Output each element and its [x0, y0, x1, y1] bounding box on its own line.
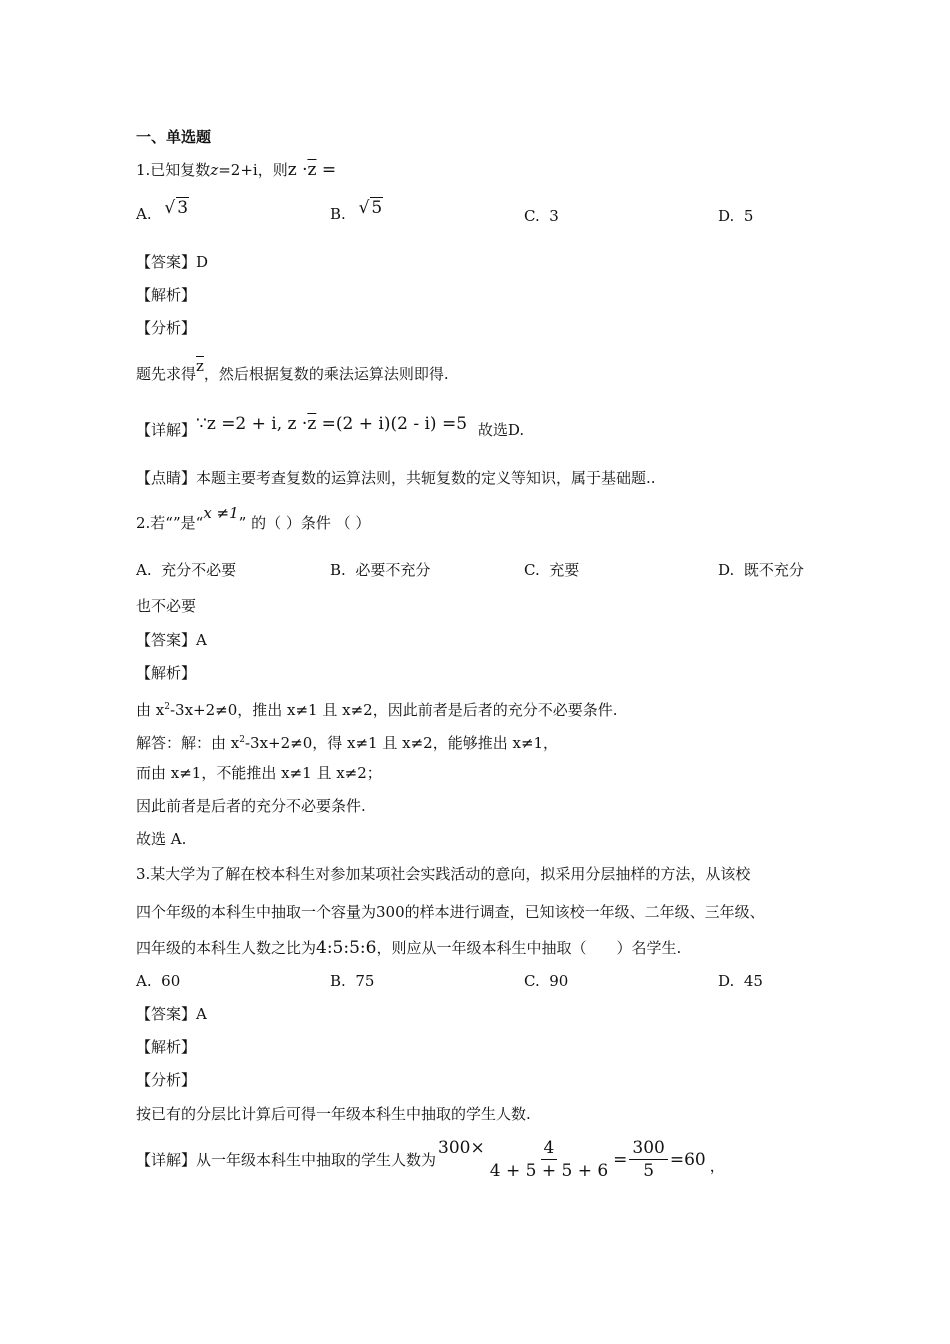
q2-line-5: 故选 A.	[136, 830, 187, 848]
q3-option-c-letter: C.	[524, 972, 540, 990]
question-2-stem	[136, 504, 371, 533]
q3-option-b-text: 75	[355, 972, 375, 990]
q1-option-c	[524, 206, 559, 226]
q3-option-c	[524, 971, 568, 991]
q1-option-a-sqrt: √ 3	[164, 198, 189, 218]
q2-line-4: 因此前者是后者的充分不必要条件.	[136, 797, 366, 815]
q2-line2-sup: 2	[239, 735, 245, 745]
q1-option-a-letter: A.	[136, 205, 152, 223]
section-title: 一、单选题	[136, 128, 212, 146]
q2-analysis-label: 【解析】	[136, 664, 197, 682]
q1-dianjing-label: 【点睛】	[136, 469, 197, 487]
q2-option-c-letter: C.	[524, 561, 540, 579]
q3-answer	[136, 1004, 207, 1024]
q2-answer	[136, 630, 207, 650]
q1-expr-zbar: $\overline{z}$	[307, 160, 317, 180]
q2-line2-a: 解答：解：由 x	[136, 734, 240, 752]
question-3-line-3	[136, 938, 681, 958]
q1-option-b	[330, 198, 383, 224]
q3-line3-a: 四年级的本科生人数之比为	[136, 939, 317, 957]
q3-detail-m1: 300×	[438, 1137, 485, 1158]
q1-fenxi-text	[136, 357, 449, 384]
q3-option-d	[718, 971, 763, 991]
q3-option-b-letter: B.	[330, 972, 346, 990]
q2-option-b	[330, 560, 430, 580]
q2-line1-b: -3x+2≠0，推出 x≠1 且 x≠2，因此前者是后者的充分不必要条件.	[169, 701, 618, 719]
q2-line1-a: 由 x	[136, 701, 165, 719]
q3-detail-label: 【详解】	[136, 1151, 197, 1169]
q3-option-a-text: 60	[161, 972, 181, 990]
q2-stem-b: ” 的（ ）条件 （ ）	[238, 514, 371, 532]
q1-detail-suffix: 故选D.	[477, 421, 525, 439]
question-3-line-2: 四个年级的本科生中抽取一个容量为300的样本进行调查，已知该校一年级、二年级、三年级、	[136, 903, 765, 921]
q1-option-c-letter: C.	[524, 207, 540, 225]
q1-fenxi-zbar: $\overline{z}$	[196, 357, 204, 375]
q3-option-a-letter: A.	[136, 972, 152, 990]
q1-analysis-label: 【解析】	[136, 286, 197, 304]
q2-option-b-text: 必要不充分	[355, 561, 431, 579]
q3-fraction-1-numerator: 4	[541, 1138, 558, 1160]
q2-line2-b: -3x+2≠0，得 x≠1 且 x≠2，能够推出 x≠1，	[244, 734, 559, 752]
q2-option-a	[136, 560, 236, 580]
question-3-line-1: 3.某大学为了解在校本科生对参加某项社会实践活动的意向，拟采用分层抽样的方法，从该校	[136, 865, 751, 883]
q1-option-b-value: 5	[371, 198, 383, 218]
q2-option-d	[718, 560, 804, 580]
q2-option-d-letter: D.	[718, 561, 735, 579]
q1-dianjing	[136, 468, 656, 488]
q3-option-d-letter: D.	[718, 972, 735, 990]
q1-option-d-letter: D.	[718, 207, 735, 225]
q1-answer	[136, 252, 208, 272]
q3-detail	[136, 1138, 725, 1181]
q3-option-d-text: 45	[743, 972, 763, 990]
q2-line1-sup: 2	[164, 702, 170, 712]
q2-stem-math: x ≠1	[203, 504, 239, 522]
q1-detail-math-b: =(2 + i)(2 - i) =5	[316, 414, 468, 434]
q1-option-d	[718, 206, 753, 226]
q2-line-3: 而由 x≠1，不能推出 x≠1 且 x≠2；	[136, 764, 382, 782]
q2-option-a-letter: A.	[136, 561, 152, 579]
q3-answer-value: A	[196, 1005, 207, 1023]
q3-analysis-label: 【解析】	[136, 1038, 197, 1056]
q3-fenxi-label: 【分析】	[136, 1071, 197, 1089]
q3-fraction-2	[629, 1138, 667, 1181]
q2-answer-value: A	[196, 631, 207, 649]
q1-dianjing-text: 本题主要考查复数的运算法则，共轭复数的定义等知识，属于基础题..	[196, 469, 656, 487]
q2-answer-label: 【答案】	[136, 631, 197, 649]
q3-line3-b: ，则应从一年级本科生中抽取（ ）名学生.	[376, 939, 682, 957]
q1-option-d-value: 5	[743, 207, 754, 225]
q3-fraction-2-numerator: 300	[629, 1138, 667, 1160]
q3-detail-text: 从一年级本科生中抽取的学生人数为	[196, 1151, 437, 1169]
q2-line-2	[136, 730, 558, 753]
q3-detail-eq2: =60	[669, 1149, 706, 1170]
q3-detail-end: ，	[709, 1157, 725, 1175]
q3-option-c-text: 90	[549, 972, 569, 990]
q3-fenxi-text: 按已有的分层比计算后可得一年级本科生中抽取的学生人数.	[136, 1105, 531, 1123]
q3-answer-label: 【答案】	[136, 1005, 197, 1023]
q1-stem-expression	[288, 160, 336, 180]
q1-detail	[136, 414, 525, 440]
q3-option-a	[136, 971, 180, 991]
q1-stem-mid: =2+i，则	[218, 161, 288, 179]
question-1-stem	[136, 160, 336, 180]
q3-fraction-1	[487, 1138, 611, 1181]
q3-ratio: 4:5:5:6	[316, 938, 377, 958]
q2-option-c-text: 充要	[549, 561, 580, 579]
q1-option-b-sqrt: √ 5	[358, 198, 383, 218]
q1-option-b-letter: B.	[330, 205, 346, 223]
q1-detail-math-zbar: $\overline{z}$	[307, 414, 317, 434]
q3-fraction-1-denominator: 4 + 5 + 5 + 6	[489, 1161, 609, 1181]
q2-stem-a: 2.若“”是“	[136, 514, 204, 532]
q1-stem-prefix: 1.已知复数	[136, 161, 211, 179]
q1-detail-math-a: ∵z =2 + i, z ·	[196, 414, 308, 434]
q1-option-c-value: 3	[549, 207, 559, 225]
q1-option-a-value: 3	[177, 198, 189, 218]
q2-option-b-letter: B.	[330, 561, 346, 579]
q1-fenxi-prefix: 题先求得	[136, 365, 197, 383]
q1-answer-value: D	[196, 253, 209, 271]
q1-expr-z: z ·	[287, 160, 308, 180]
q1-option-a	[136, 198, 189, 224]
q2-option-a-text: 充分不必要	[161, 561, 237, 579]
q1-stem-var: z	[210, 161, 219, 179]
q3-fraction-2-denominator: 5	[643, 1161, 655, 1181]
q1-detail-label: 【详解】	[136, 421, 197, 439]
q3-option-b	[330, 971, 374, 991]
q2-option-c	[524, 560, 579, 580]
q2-line-1	[136, 697, 617, 720]
q2-option-d-wrap: 也不必要	[136, 597, 197, 615]
q1-expr-eq: =	[316, 160, 337, 180]
q2-option-d-text: 既不充分	[743, 561, 804, 579]
q1-fenxi-label: 【分析】	[136, 319, 197, 337]
q3-detail-eq1: =	[613, 1149, 628, 1170]
q1-answer-label: 【答案】	[136, 253, 197, 271]
q1-detail-math	[196, 414, 467, 434]
q1-fenxi-suffix: ，然后根据复数的乘法运算法则即得.	[203, 365, 449, 383]
